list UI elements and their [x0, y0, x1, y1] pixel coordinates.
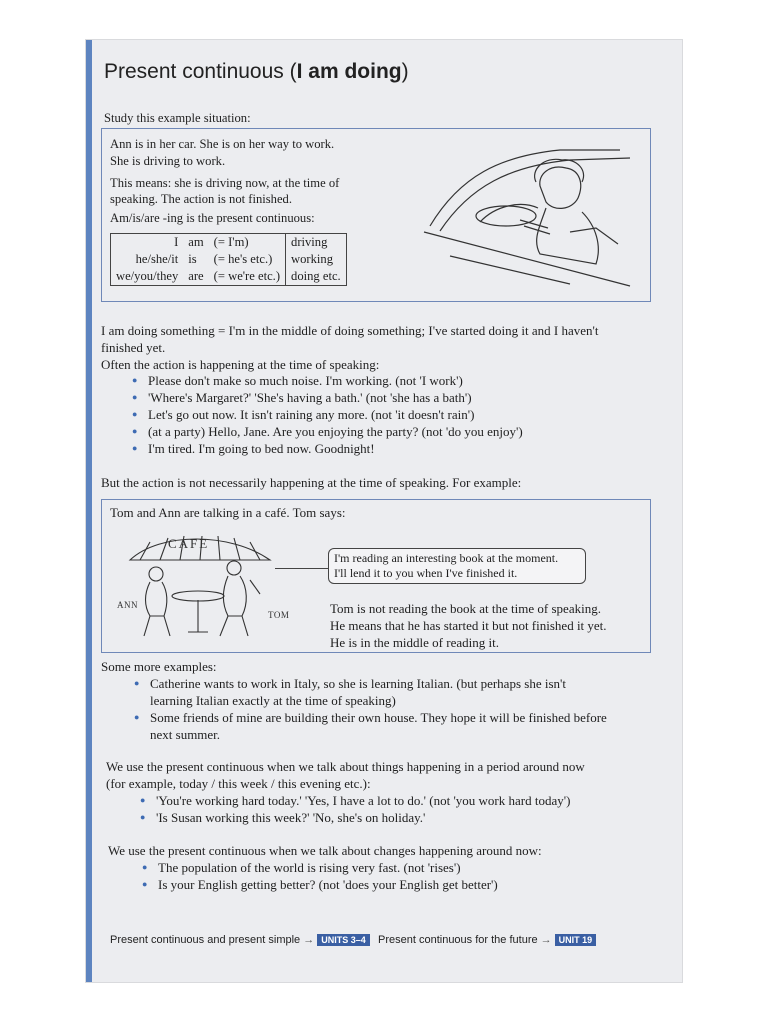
cafe-sign: CAFE [168, 536, 210, 551]
box2-explanation-3: He is in the middle of reading it. [330, 635, 499, 650]
period-paragraph-line-1: We use the present continuous when we talk about things happening in a period around now [106, 759, 585, 774]
speech-bubble-tail [275, 568, 329, 569]
list-item: ● (at a party) Hello, Jane. Are you enjoying the party? (not 'do you enjoy') [132, 423, 523, 440]
conjugation-table [110, 233, 347, 286]
table-cell: we/you/they [116, 269, 179, 283]
list-item: ● Catherine wants to work in Italy, so she is learning Italian. (but perhaps she isn't learning Italian exactly at the time of speaking) [134, 675, 607, 709]
box1-line-3: This means: she is driving now, at the time of [110, 176, 340, 190]
transition-paragraph: But the action is not necessarily happening at the time of speaking. For example: [101, 475, 522, 490]
intro-text: Study this example situation: [104, 111, 251, 125]
woman-driving-illustration [420, 136, 644, 296]
list-item: ● 'Is Susan working this week?' 'No, she's on holiday.' [140, 809, 570, 826]
page-margin-bar [86, 40, 92, 982]
examples-list-2 [134, 675, 607, 743]
arrow-right-icon: → [540, 934, 552, 946]
box2-explanation-1: Tom is not reading the book at the time of speaking. [330, 601, 601, 616]
list-item: ● Some friends of mine are building their own house. They hope it will be finished before next summer. [134, 709, 607, 743]
list-item: ● 'You're working hard today.' 'Yes, I have a lot to do.' (not 'you work hard today') [140, 792, 570, 809]
table-cell: working [286, 251, 347, 268]
table-row [111, 268, 347, 286]
list-item: ● Let's go out now. It isn't raining any more. (not 'it doesn't rain') [132, 406, 523, 423]
cafe-illustration [110, 524, 280, 640]
table-cell: driving [286, 234, 347, 252]
table-cell: is [188, 252, 197, 266]
page-title: Present continuous (I am doing) [104, 60, 409, 83]
changes-paragraph: We use the present continuous when we talk about changes happening around now: [108, 843, 542, 858]
unit-badge: UNIT 19 [555, 934, 597, 946]
speech-line-2: I'll lend it to you when I've finished it. [334, 566, 518, 580]
speech-line-1: I'm reading an interesting book at the moment. [334, 551, 559, 565]
definition-line-2: finished yet. [101, 340, 166, 355]
box2-explanation-2: He means that he has started it but not finished it yet. [330, 618, 607, 633]
table-row [111, 251, 347, 268]
unit-badge: UNITS 3–4 [317, 934, 370, 946]
definition-line-3: Often the action is happening at the time of speaking: [101, 357, 380, 372]
definition-line-1: I am doing something = I'm in the middle of doing something; I've started doing it and I haven't [101, 323, 599, 338]
table-cell: he/she/it [135, 252, 179, 266]
list-item: ● The population of the world is rising very fast. (not 'rises') [142, 859, 498, 876]
more-examples-heading: Some more examples: [101, 659, 217, 674]
table-cell: (= he's etc.) [213, 252, 273, 266]
table-cell: I [174, 235, 179, 249]
list-item: ● Is your English getting better? (not 'does your English get better') [142, 876, 498, 893]
footer-crossref-right: Present continuous for the future → UNIT 19 [378, 934, 596, 946]
table-row [111, 234, 347, 252]
list-item: ● I'm tired. I'm going to bed now. Goodnight! [132, 440, 523, 457]
list-item: ● Please don't make so much noise. I'm working. (not 'I work') [132, 372, 523, 389]
examples-list-1 [132, 372, 523, 457]
box1-line-1: Ann is in her car. She is on her way to work. [110, 137, 335, 151]
table-cell: (= we're etc.) [213, 269, 281, 283]
box1-line-2: She is driving to work. [110, 154, 226, 168]
footer-crossref-left: Present continuous and present simple → UNITS 3–4 [110, 934, 370, 946]
box1-line-5: Am/is/are -ing is the present continuous: [110, 211, 315, 225]
period-paragraph-line-2: (for example, today / this week / this evening etc.): [106, 776, 371, 791]
box2-intro: Tom and Ann are talking in a café. Tom says: [110, 505, 346, 520]
examples-list-4 [142, 859, 498, 893]
examples-list-3 [140, 792, 570, 826]
box1-line-4: speaking. The action is not finished. [110, 192, 292, 206]
label-tom: TOM [268, 610, 290, 620]
arrow-right-icon: → [303, 934, 315, 946]
table-cell: (= I'm) [213, 235, 249, 249]
list-item: ● 'Where's Margaret?' 'She's having a bath.' (not 'she has a bath') [132, 389, 523, 406]
table-cell: doing etc. [286, 268, 347, 286]
table-cell: are [188, 269, 204, 283]
label-ann: ANN [117, 600, 138, 610]
table-cell: am [188, 235, 204, 249]
